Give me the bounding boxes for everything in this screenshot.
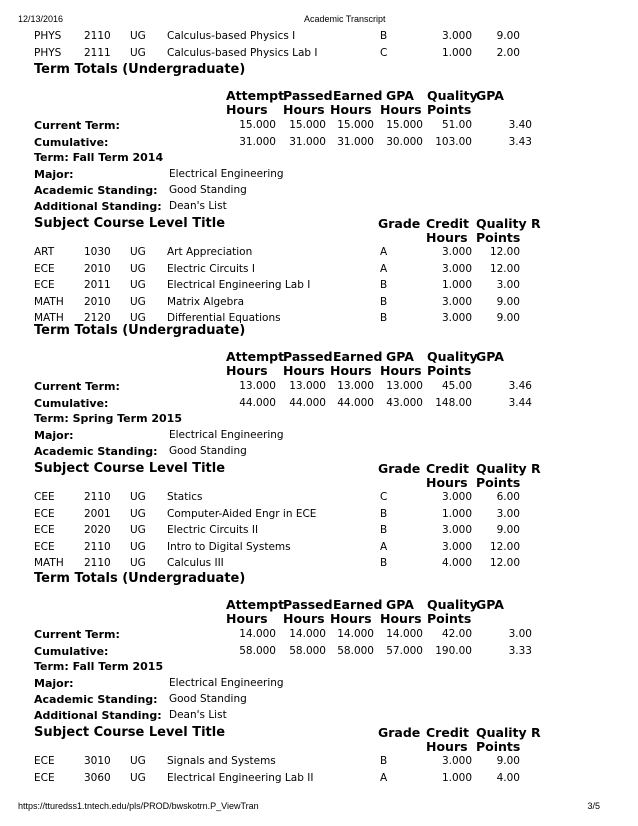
course-number: 2020 <box>84 524 111 536</box>
course-quality-points: 12.00 <box>489 262 520 275</box>
course-subject: CEE <box>34 491 55 503</box>
term-totals-heading: Term Totals (Undergraduate) <box>34 62 246 77</box>
course-level: UG <box>130 540 146 553</box>
course-number: 3060 <box>84 771 111 784</box>
gpa-value: 3.40 <box>508 119 532 131</box>
course-level: UG <box>130 524 146 536</box>
col-passed-hours: Passed <box>283 349 333 364</box>
term-totals-heading: Term Totals (Undergraduate) <box>34 323 246 338</box>
academic-standing-value: Good Standing <box>169 184 247 196</box>
course-quality-points: 12.00 <box>489 246 520 258</box>
gpa-value: 3.33 <box>508 645 532 657</box>
quality-points: 190.00 <box>435 645 472 657</box>
course-quality-points: 9.00 <box>496 295 520 308</box>
quality-points: 103.00 <box>435 136 472 148</box>
course-credit-hours: 3.000 <box>441 540 472 553</box>
col-hours-label: Hours <box>283 611 325 626</box>
col-hours-label: Hours <box>226 363 268 378</box>
earned-hours: 31.000 <box>337 136 374 148</box>
course-grade: A <box>380 540 388 553</box>
additional-standing-value: Dean's List <box>169 200 227 212</box>
col-hours-label: Hours <box>426 475 468 490</box>
course-number: 2010 <box>84 295 111 308</box>
course-number: 2010 <box>84 262 111 275</box>
course-level: UG <box>130 771 146 784</box>
course-level: UG <box>130 46 146 59</box>
course-grade: C <box>380 491 388 503</box>
academic-standing-value: Good Standing <box>169 693 247 705</box>
course-subject: ECE <box>34 540 55 553</box>
course-grade: B <box>380 557 388 569</box>
attempt-hours: 31.000 <box>239 136 276 148</box>
course-quality-points: 9.00 <box>496 755 520 767</box>
course-credit-hours: 3.000 <box>441 30 472 42</box>
gpa-hours: 13.000 <box>386 380 423 392</box>
course-number: 3010 <box>84 755 111 767</box>
course-title: Art Appreciation <box>167 246 253 258</box>
course-quality-points: 4.00 <box>496 771 520 784</box>
col-hours-label: Hours <box>380 611 422 626</box>
course-grade: B <box>380 755 388 767</box>
col-hours-label: Hours <box>380 102 422 117</box>
col-hours-label: Hours <box>330 363 372 378</box>
course-subject: PHYS <box>34 30 62 42</box>
course-credit-hours: 3.000 <box>441 755 472 767</box>
attempt-hours: 14.000 <box>239 628 276 640</box>
additional-standing-value: Dean's List <box>169 709 227 721</box>
course-quality-points: 9.00 <box>496 524 520 536</box>
course-level: UG <box>130 30 146 42</box>
gpa-value: 3.00 <box>508 628 532 640</box>
col-hours-label: Hours <box>330 611 372 626</box>
earned-hours: 44.000 <box>337 397 374 409</box>
course-credit-hours: 3.000 <box>441 246 472 258</box>
col-hours-label: Hours <box>283 363 325 378</box>
col-quality-points: Quality <box>427 349 478 364</box>
course-subject: ECE <box>34 524 55 536</box>
course-credit-hours: 1.000 <box>441 507 472 520</box>
course-title: Calculus-based Physics Lab I <box>167 46 318 59</box>
col-attempt-hours: Attempt <box>226 88 285 103</box>
course-quality-points: 3.00 <box>496 279 520 291</box>
col-grade: Grade <box>378 216 421 231</box>
col-grade: Grade <box>378 461 421 476</box>
gpa-value: 3.43 <box>508 136 532 148</box>
col-gpa: GPA <box>476 597 504 612</box>
attempt-hours: 44.000 <box>239 397 276 409</box>
course-level: UG <box>130 262 146 275</box>
term-name: Term: Fall Term 2015 <box>34 660 164 673</box>
col-hours-label: Hours <box>283 102 325 117</box>
course-grade: A <box>380 262 388 275</box>
col-points-label: Points <box>476 739 521 754</box>
course-subject: MATH <box>34 312 64 324</box>
col-quality-points: Quality R <box>476 216 541 231</box>
print-date: 12/13/2016 <box>18 14 64 24</box>
term-name: Term: Fall Term 2014 <box>34 151 164 164</box>
col-gpa: GPA <box>476 349 504 364</box>
course-quality-points: 9.00 <box>496 312 520 324</box>
earned-hours: 58.000 <box>337 645 374 657</box>
gpa-hours: 43.000 <box>386 397 423 409</box>
course-quality-points: 12.00 <box>489 557 520 569</box>
gpa-hours: 15.000 <box>386 119 423 131</box>
course-quality-points: 2.00 <box>496 46 520 59</box>
col-hours-label: Hours <box>330 102 372 117</box>
course-title: Calculus III <box>167 557 224 569</box>
course-title: Signals and Systems <box>167 755 276 767</box>
course-credit-hours: 3.000 <box>441 524 472 536</box>
col-earned-hours: Earned <box>333 349 383 364</box>
course-title: Electrical Engineering Lab II <box>167 771 314 784</box>
course-credit-hours: 1.000 <box>441 279 472 291</box>
term-totals-heading: Term Totals (Undergraduate) <box>34 571 246 586</box>
course-credit-hours: 4.000 <box>441 557 472 569</box>
course-subject: ART <box>34 246 55 258</box>
current-term-label: Current Term: <box>34 119 120 132</box>
course-quality-points: 6.00 <box>496 491 520 503</box>
major-value: Electrical Engineering <box>169 168 284 180</box>
passed-hours: 58.000 <box>289 645 326 657</box>
course-subject: ECE <box>34 755 55 767</box>
course-title: Differential Equations <box>167 312 281 324</box>
course-number: 2111 <box>84 46 111 59</box>
col-passed-hours: Passed <box>283 88 333 103</box>
course-level: UG <box>130 557 146 569</box>
col-gpa: GPA <box>476 88 504 103</box>
course-credit-hours: 3.000 <box>441 312 472 324</box>
cumulative-label: Cumulative: <box>34 397 109 410</box>
earned-hours: 14.000 <box>337 628 374 640</box>
course-grade: B <box>380 30 388 42</box>
cumulative-label: Cumulative: <box>34 136 109 149</box>
quality-points: 148.00 <box>435 397 472 409</box>
academic-standing-label: Academic Standing: <box>34 445 158 458</box>
col-hours-label: Hours <box>426 739 468 754</box>
course-number: 1030 <box>84 246 111 258</box>
current-term-label: Current Term: <box>34 628 120 641</box>
major-value: Electrical Engineering <box>169 429 284 441</box>
course-subject: ECE <box>34 262 55 275</box>
course-title: Intro to Digital Systems <box>167 540 291 553</box>
page-header-title: Academic Transcript <box>304 14 386 24</box>
attempt-hours: 58.000 <box>239 645 276 657</box>
col-gpa-hours: GPA <box>386 88 414 103</box>
major-label: Major: <box>34 168 74 181</box>
course-number: 2110 <box>84 491 111 503</box>
passed-hours: 44.000 <box>289 397 326 409</box>
course-quality-points: 3.00 <box>496 507 520 520</box>
course-grade: C <box>380 46 388 59</box>
additional-standing-label: Additional Standing: <box>34 709 162 722</box>
course-title: Matrix Algebra <box>167 295 245 308</box>
col-gpa-hours: GPA <box>386 349 414 364</box>
course-number: 2120 <box>84 312 111 324</box>
page-number: 3/5 <box>587 801 600 811</box>
course-subject: MATH <box>34 557 64 569</box>
course-table-header: Subject Course Level Title <box>34 725 226 740</box>
course-grade: B <box>380 524 388 536</box>
course-table-header: Subject Course Level Title <box>34 216 226 231</box>
course-grade: B <box>380 507 388 520</box>
passed-hours: 15.000 <box>289 119 326 131</box>
col-hours-label: Hours <box>380 363 422 378</box>
col-credit-hours: Credit <box>426 725 470 740</box>
quality-points: 42.00 <box>441 628 472 640</box>
course-level: UG <box>130 507 146 520</box>
course-subject: PHYS <box>34 46 62 59</box>
col-points-label: Points <box>476 475 521 490</box>
earned-hours: 13.000 <box>337 380 374 392</box>
additional-standing-label: Additional Standing: <box>34 200 162 213</box>
course-number: 2011 <box>84 279 111 291</box>
earned-hours: 15.000 <box>337 119 374 131</box>
course-subject: MATH <box>34 295 64 308</box>
col-credit-hours: Credit <box>426 216 470 231</box>
course-level: UG <box>130 295 146 308</box>
gpa-hours: 14.000 <box>386 628 423 640</box>
col-attempt-hours: Attempt <box>226 349 285 364</box>
course-title: Statics <box>167 491 203 503</box>
course-quality-points: 12.00 <box>489 540 520 553</box>
attempt-hours: 13.000 <box>239 380 276 392</box>
course-title: Calculus-based Physics I <box>167 30 296 42</box>
page-url[interactable]: https://tturedss1.tntech.edu/pls/PROD/bwskotrn.P_ViewTran <box>18 801 259 811</box>
col-earned-hours: Earned <box>333 597 383 612</box>
course-credit-hours: 3.000 <box>441 295 472 308</box>
course-level: UG <box>130 279 146 291</box>
gpa-value: 3.46 <box>508 380 532 392</box>
course-number: 2110 <box>84 30 111 42</box>
course-level: UG <box>130 755 146 767</box>
course-subject: ECE <box>34 771 55 784</box>
cumulative-label: Cumulative: <box>34 645 109 658</box>
course-credit-hours: 3.000 <box>441 262 472 275</box>
col-quality-points: Quality R <box>476 461 541 476</box>
academic-standing-label: Academic Standing: <box>34 693 158 706</box>
col-hours-label: Hours <box>426 230 468 245</box>
course-title: Computer-Aided Engr in ECE <box>167 507 317 520</box>
col-points-label: Points <box>427 611 472 626</box>
course-title: Electric Circuits II <box>167 524 259 536</box>
gpa-hours: 30.000 <box>386 136 423 148</box>
course-number: 2110 <box>84 557 111 569</box>
col-quality-points: Quality <box>427 88 478 103</box>
quality-points: 45.00 <box>441 380 472 392</box>
course-number: 2110 <box>84 540 111 553</box>
course-table-header: Subject Course Level Title <box>34 461 226 476</box>
col-points-label: Points <box>427 363 472 378</box>
col-quality-points: Quality R <box>476 725 541 740</box>
academic-standing-label: Academic Standing: <box>34 184 158 197</box>
current-term-label: Current Term: <box>34 380 120 393</box>
course-subject: ECE <box>34 279 55 291</box>
academic-standing-value: Good Standing <box>169 445 247 457</box>
passed-hours: 14.000 <box>289 628 326 640</box>
course-quality-points: 9.00 <box>496 30 520 42</box>
passed-hours: 13.000 <box>289 380 326 392</box>
course-grade: A <box>380 246 388 258</box>
gpa-value: 3.44 <box>508 397 532 409</box>
course-grade: B <box>380 312 388 324</box>
col-hours-label: Hours <box>226 102 268 117</box>
col-earned-hours: Earned <box>333 88 383 103</box>
course-title: Electric Circuits I <box>167 262 255 275</box>
col-points-label: Points <box>427 102 472 117</box>
course-credit-hours: 3.000 <box>441 491 472 503</box>
col-quality-points: Quality <box>427 597 478 612</box>
col-hours-label: Hours <box>226 611 268 626</box>
gpa-hours: 57.000 <box>386 645 423 657</box>
course-credit-hours: 1.000 <box>441 771 472 784</box>
course-title: Electrical Engineering Lab I <box>167 279 311 291</box>
course-level: UG <box>130 491 146 503</box>
col-grade: Grade <box>378 725 421 740</box>
major-label: Major: <box>34 677 74 690</box>
col-attempt-hours: Attempt <box>226 597 285 612</box>
quality-points: 51.00 <box>441 119 472 131</box>
col-gpa-hours: GPA <box>386 597 414 612</box>
col-passed-hours: Passed <box>283 597 333 612</box>
attempt-hours: 15.000 <box>239 119 276 131</box>
course-grade: A <box>380 771 388 784</box>
col-credit-hours: Credit <box>426 461 470 476</box>
course-subject: ECE <box>34 507 55 520</box>
course-grade: B <box>380 295 388 308</box>
passed-hours: 31.000 <box>289 136 326 148</box>
course-number: 2001 <box>84 507 111 520</box>
course-level: UG <box>130 312 146 324</box>
term-name: Term: Spring Term 2015 <box>34 412 182 425</box>
course-level: UG <box>130 246 146 258</box>
course-credit-hours: 1.000 <box>441 46 472 59</box>
major-value: Electrical Engineering <box>169 677 284 689</box>
course-grade: B <box>380 279 388 291</box>
col-points-label: Points <box>476 230 521 245</box>
major-label: Major: <box>34 429 74 442</box>
